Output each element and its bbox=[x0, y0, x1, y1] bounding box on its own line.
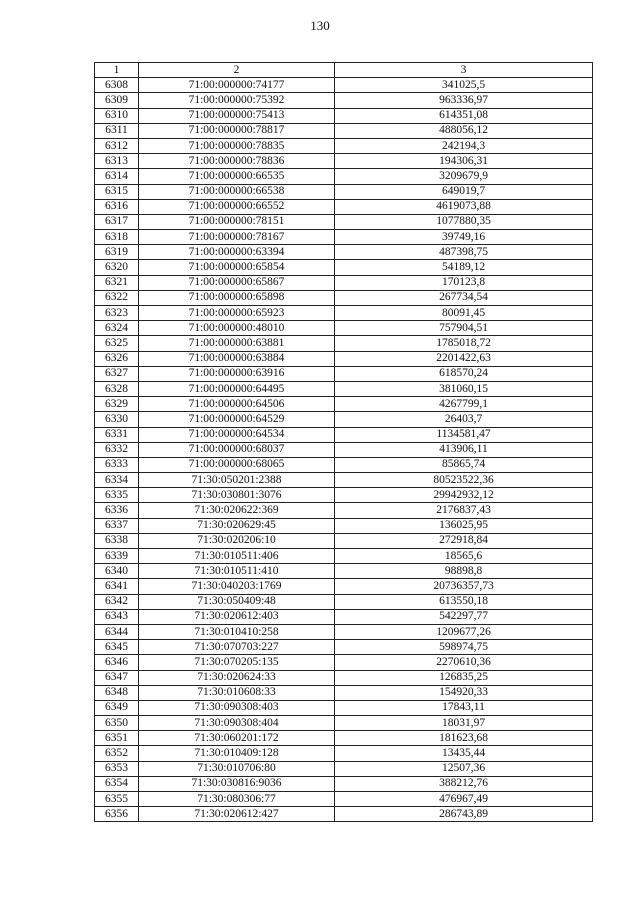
cadastral-number-cell: 71:00:000000:64534 bbox=[139, 427, 335, 442]
table-row bbox=[95, 260, 593, 275]
table-row bbox=[95, 412, 593, 427]
row-number-cell: 6331 bbox=[95, 427, 139, 442]
value-cell: 4619073,88 bbox=[335, 199, 593, 214]
table-row bbox=[95, 138, 593, 153]
cadastral-number-cell: 71:00:000000:65867 bbox=[139, 275, 335, 290]
value-cell: 3209679,9 bbox=[335, 169, 593, 184]
value-cell: 1209677,26 bbox=[335, 624, 593, 639]
value-cell: 476967,49 bbox=[335, 792, 593, 807]
table-row bbox=[95, 78, 593, 93]
cadastral-number-cell: 71:30:010511:406 bbox=[139, 549, 335, 564]
table-row bbox=[95, 169, 593, 184]
value-cell: 4267799,1 bbox=[335, 397, 593, 412]
value-cell: 17843,11 bbox=[335, 700, 593, 715]
row-number-cell: 6320 bbox=[95, 260, 139, 275]
cadastral-number-cell: 71:30:010511:410 bbox=[139, 564, 335, 579]
cadastral-number-cell: 71:30:030801:3076 bbox=[139, 488, 335, 503]
value-cell: 381060,15 bbox=[335, 381, 593, 396]
table-row bbox=[95, 503, 593, 518]
value-cell: 598974,75 bbox=[335, 640, 593, 655]
cadastral-number-cell: 71:30:060201:172 bbox=[139, 731, 335, 746]
cadastral-number-cell: 71:00:000000:64495 bbox=[139, 381, 335, 396]
table-row bbox=[95, 275, 593, 290]
table-row bbox=[95, 792, 593, 807]
value-cell: 2270610,36 bbox=[335, 655, 593, 670]
table-row bbox=[95, 351, 593, 366]
cadastral-number-cell: 71:00:000000:64529 bbox=[139, 412, 335, 427]
value-cell: 413906,11 bbox=[335, 442, 593, 457]
cadastral-number-cell: 71:30:010706:80 bbox=[139, 761, 335, 776]
table-body bbox=[95, 78, 593, 822]
value-cell: 154920,33 bbox=[335, 685, 593, 700]
table-row bbox=[95, 776, 593, 791]
table-row bbox=[95, 184, 593, 199]
row-number-cell: 6352 bbox=[95, 746, 139, 761]
table-row bbox=[95, 731, 593, 746]
row-number-cell: 6349 bbox=[95, 700, 139, 715]
value-cell: 757904,51 bbox=[335, 321, 593, 336]
table-row bbox=[95, 245, 593, 260]
cadastral-number-cell: 71:30:010409:128 bbox=[139, 746, 335, 761]
row-number-cell: 6319 bbox=[95, 245, 139, 260]
row-number-cell: 6326 bbox=[95, 351, 139, 366]
value-cell: 267734,54 bbox=[335, 290, 593, 305]
value-cell: 18565,6 bbox=[335, 549, 593, 564]
column-header-1: 1 bbox=[95, 63, 139, 78]
cadastral-number-cell: 71:00:000000:64506 bbox=[139, 397, 335, 412]
table-row bbox=[95, 716, 593, 731]
table-row bbox=[95, 108, 593, 123]
value-cell: 26403,7 bbox=[335, 412, 593, 427]
cadastral-number-cell: 71:00:000000:48010 bbox=[139, 321, 335, 336]
value-cell: 13435,44 bbox=[335, 746, 593, 761]
row-number-cell: 6339 bbox=[95, 549, 139, 564]
row-number-cell: 6318 bbox=[95, 230, 139, 245]
row-number-cell: 6310 bbox=[95, 108, 139, 123]
row-number-cell: 6354 bbox=[95, 776, 139, 791]
value-cell: 136025,95 bbox=[335, 518, 593, 533]
cadastral-number-cell: 71:30:010608:33 bbox=[139, 685, 335, 700]
cadastral-number-cell: 71:00:000000:63916 bbox=[139, 366, 335, 381]
cadastral-number-cell: 71:30:020629:45 bbox=[139, 518, 335, 533]
cadastral-number-cell: 71:00:000000:66538 bbox=[139, 184, 335, 199]
value-cell: 29942932,12 bbox=[335, 488, 593, 503]
cadastral-number-cell: 71:00:000000:78167 bbox=[139, 230, 335, 245]
cadastral-number-cell: 71:00:000000:78151 bbox=[139, 214, 335, 229]
table-header-row bbox=[95, 63, 593, 78]
row-number-cell: 6316 bbox=[95, 199, 139, 214]
row-number-cell: 6342 bbox=[95, 594, 139, 609]
cadastral-number-cell: 71:30:070703:227 bbox=[139, 640, 335, 655]
cadastral-number-cell: 71:00:000000:65923 bbox=[139, 306, 335, 321]
row-number-cell: 6321 bbox=[95, 275, 139, 290]
cadastral-number-cell: 71:00:000000:78835 bbox=[139, 138, 335, 153]
cadastral-number-cell: 71:30:030816:9036 bbox=[139, 776, 335, 791]
cadastral-number-cell: 71:00:000000:74177 bbox=[139, 78, 335, 93]
row-number-cell: 6350 bbox=[95, 716, 139, 731]
row-number-cell: 6313 bbox=[95, 154, 139, 169]
row-number-cell: 6327 bbox=[95, 366, 139, 381]
table-row bbox=[95, 579, 593, 594]
table-row bbox=[95, 427, 593, 442]
table-row bbox=[95, 761, 593, 776]
value-cell: 649019,7 bbox=[335, 184, 593, 199]
row-number-cell: 6335 bbox=[95, 488, 139, 503]
value-cell: 85865,74 bbox=[335, 457, 593, 472]
cadastral-number-cell: 71:00:000000:65898 bbox=[139, 290, 335, 305]
table-row bbox=[95, 807, 593, 822]
table-row bbox=[95, 624, 593, 639]
cadastral-number-cell: 71:00:000000:63394 bbox=[139, 245, 335, 260]
table-row bbox=[95, 154, 593, 169]
row-number-cell: 6336 bbox=[95, 503, 139, 518]
row-number-cell: 6351 bbox=[95, 731, 139, 746]
row-number-cell: 6346 bbox=[95, 655, 139, 670]
row-number-cell: 6308 bbox=[95, 78, 139, 93]
cadastral-number-cell: 71:30:070205:135 bbox=[139, 655, 335, 670]
row-number-cell: 6311 bbox=[95, 123, 139, 138]
value-cell: 194306,31 bbox=[335, 154, 593, 169]
cadastral-number-cell: 71:30:080306:77 bbox=[139, 792, 335, 807]
value-cell: 39749,16 bbox=[335, 230, 593, 245]
row-number-cell: 6332 bbox=[95, 442, 139, 457]
row-number-cell: 6348 bbox=[95, 685, 139, 700]
row-number-cell: 6356 bbox=[95, 807, 139, 822]
table-row bbox=[95, 564, 593, 579]
row-number-cell: 6347 bbox=[95, 670, 139, 685]
table-row bbox=[95, 457, 593, 472]
cadastral-number-cell: 71:00:000000:75413 bbox=[139, 108, 335, 123]
value-cell: 272918,84 bbox=[335, 533, 593, 548]
table-row bbox=[95, 397, 593, 412]
row-number-cell: 6333 bbox=[95, 457, 139, 472]
row-number-cell: 6312 bbox=[95, 138, 139, 153]
value-cell: 388212,76 bbox=[335, 776, 593, 791]
cadastral-number-cell: 71:30:040203:1769 bbox=[139, 579, 335, 594]
cadastral-number-cell: 71:00:000000:63884 bbox=[139, 351, 335, 366]
value-cell: 487398,75 bbox=[335, 245, 593, 260]
value-cell: 181623,68 bbox=[335, 731, 593, 746]
column-header-3: 3 bbox=[335, 63, 593, 78]
page-number: 130 bbox=[310, 18, 330, 33]
cadastral-number-cell: 71:00:000000:66535 bbox=[139, 169, 335, 184]
row-number-cell: 6315 bbox=[95, 184, 139, 199]
row-number-cell: 6323 bbox=[95, 306, 139, 321]
row-number-cell: 6355 bbox=[95, 792, 139, 807]
table-row bbox=[95, 609, 593, 624]
value-cell: 286743,89 bbox=[335, 807, 593, 822]
value-cell: 80091,45 bbox=[335, 306, 593, 321]
value-cell: 2176837,43 bbox=[335, 503, 593, 518]
cadastral-number-cell: 71:30:020622:369 bbox=[139, 503, 335, 518]
table-row bbox=[95, 700, 593, 715]
value-cell: 341025,5 bbox=[335, 78, 593, 93]
value-cell: 1077880,35 bbox=[335, 214, 593, 229]
table-row bbox=[95, 670, 593, 685]
table-row bbox=[95, 381, 593, 396]
value-cell: 963336,97 bbox=[335, 93, 593, 108]
cadastral-number-cell: 71:30:010410:258 bbox=[139, 624, 335, 639]
row-number-cell: 6309 bbox=[95, 93, 139, 108]
value-cell: 488056,12 bbox=[335, 123, 593, 138]
table-row bbox=[95, 199, 593, 214]
row-number-cell: 6324 bbox=[95, 321, 139, 336]
value-cell: 242194,3 bbox=[335, 138, 593, 153]
cadastral-number-cell: 71:00:000000:78836 bbox=[139, 154, 335, 169]
cadastral-number-cell: 71:30:090308:404 bbox=[139, 716, 335, 731]
cadastral-number-cell: 71:00:000000:63881 bbox=[139, 336, 335, 351]
value-cell: 12507,36 bbox=[335, 761, 593, 776]
table-row bbox=[95, 442, 593, 457]
value-cell: 20736357,73 bbox=[335, 579, 593, 594]
row-number-cell: 6329 bbox=[95, 397, 139, 412]
table-row bbox=[95, 594, 593, 609]
cadastral-number-cell: 71:30:020612:427 bbox=[139, 807, 335, 822]
table-row bbox=[95, 290, 593, 305]
cadastral-number-cell: 71:00:000000:68037 bbox=[139, 442, 335, 457]
table-row bbox=[95, 685, 593, 700]
table-row bbox=[95, 123, 593, 138]
cadastral-number-cell: 71:30:020206:10 bbox=[139, 533, 335, 548]
row-number-cell: 6344 bbox=[95, 624, 139, 639]
value-cell: 613550,18 bbox=[335, 594, 593, 609]
table-row bbox=[95, 655, 593, 670]
row-number-cell: 6314 bbox=[95, 169, 139, 184]
table-row bbox=[95, 321, 593, 336]
table-row bbox=[95, 473, 593, 488]
cadastral-number-cell: 71:00:000000:78817 bbox=[139, 123, 335, 138]
table-row bbox=[95, 306, 593, 321]
value-cell: 80523522,36 bbox=[335, 473, 593, 488]
table-row bbox=[95, 230, 593, 245]
value-cell: 618570,24 bbox=[335, 366, 593, 381]
table-row bbox=[95, 746, 593, 761]
table-row bbox=[95, 93, 593, 108]
cadastral-number-cell: 71:30:090308:403 bbox=[139, 700, 335, 715]
table-row bbox=[95, 488, 593, 503]
row-number-cell: 6340 bbox=[95, 564, 139, 579]
table-row bbox=[95, 336, 593, 351]
table-row bbox=[95, 549, 593, 564]
row-number-cell: 6325 bbox=[95, 336, 139, 351]
table-row bbox=[95, 640, 593, 655]
value-cell: 98898,8 bbox=[335, 564, 593, 579]
row-number-cell: 6353 bbox=[95, 761, 139, 776]
cadastral-number-cell: 71:30:020612:403 bbox=[139, 609, 335, 624]
table-row bbox=[95, 214, 593, 229]
cadastral-number-cell: 71:00:000000:66552 bbox=[139, 199, 335, 214]
row-number-cell: 6343 bbox=[95, 609, 139, 624]
cadastral-number-cell: 71:30:050409:48 bbox=[139, 594, 335, 609]
table-row bbox=[95, 533, 593, 548]
value-cell: 614351,08 bbox=[335, 108, 593, 123]
value-cell: 126835,25 bbox=[335, 670, 593, 685]
value-cell: 542297,77 bbox=[335, 609, 593, 624]
value-cell: 54189,12 bbox=[335, 260, 593, 275]
cadastral-value-table bbox=[94, 62, 593, 822]
row-number-cell: 6328 bbox=[95, 381, 139, 396]
cadastral-number-cell: 71:00:000000:75392 bbox=[139, 93, 335, 108]
row-number-cell: 6341 bbox=[95, 579, 139, 594]
value-cell: 1785018,72 bbox=[335, 336, 593, 351]
value-cell: 1134581,47 bbox=[335, 427, 593, 442]
cadastral-number-cell: 71:30:020624:33 bbox=[139, 670, 335, 685]
row-number-cell: 6337 bbox=[95, 518, 139, 533]
column-header-2: 2 bbox=[139, 63, 335, 78]
cadastral-number-cell: 71:30:050201:2388 bbox=[139, 473, 335, 488]
row-number-cell: 6330 bbox=[95, 412, 139, 427]
table-row bbox=[95, 366, 593, 381]
value-cell: 18031,97 bbox=[335, 716, 593, 731]
cadastral-number-cell: 71:00:000000:65854 bbox=[139, 260, 335, 275]
table-row bbox=[95, 518, 593, 533]
row-number-cell: 6322 bbox=[95, 290, 139, 305]
row-number-cell: 6338 bbox=[95, 533, 139, 548]
cadastral-number-cell: 71:00:000000:68065 bbox=[139, 457, 335, 472]
value-cell: 2201422,63 bbox=[335, 351, 593, 366]
row-number-cell: 6317 bbox=[95, 214, 139, 229]
value-cell: 170123,8 bbox=[335, 275, 593, 290]
row-number-cell: 6345 bbox=[95, 640, 139, 655]
row-number-cell: 6334 bbox=[95, 473, 139, 488]
